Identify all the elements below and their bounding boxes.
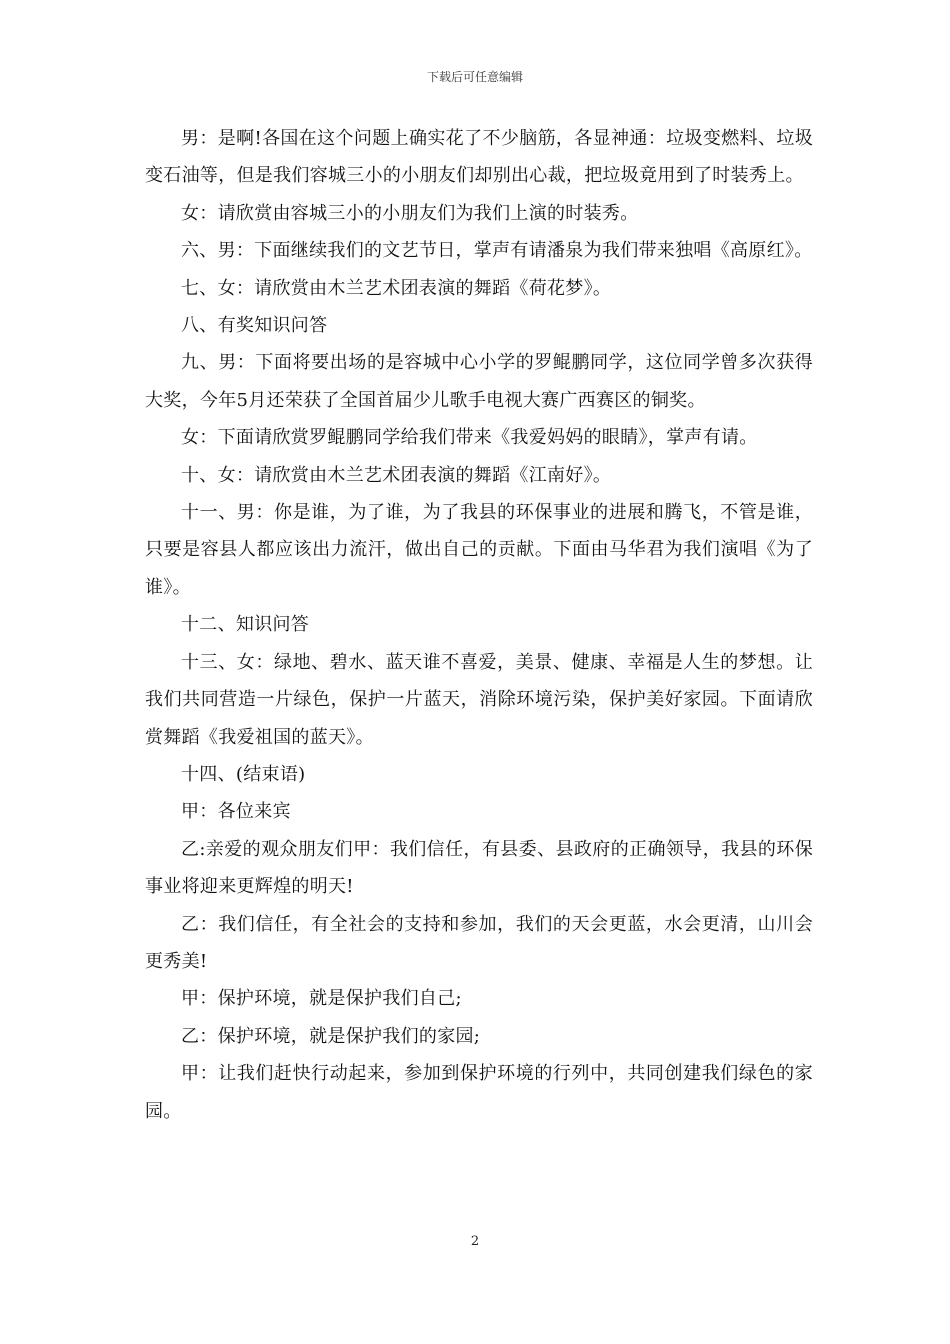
paragraph: 甲：保护环境，就是保护我们自己; — [181, 988, 462, 1010]
paragraph: 八、有奖知识问答 — [181, 315, 328, 337]
paragraph: 男：是啊!各国在这个问题上确实花了不少脑筋，各显神通：垃圾变燃料、垃圾变石油等，但是我们容城三小的小朋友们却别出心裁，把垃圾竟用到了时装秀上。 — [145, 128, 813, 187]
paragraph: 甲：各位来宾 — [181, 801, 291, 823]
page-number: 2 — [470, 1234, 480, 1249]
paragraph: 女：下面请欣赏罗鲲鹏同学给我们带来《我爱妈妈的眼睛》，掌声有请。 — [181, 427, 758, 449]
page-header: 下载后可任意编辑 — [426, 70, 523, 84]
paragraph: 乙:亲爱的观众朋友们甲：我们信任，有县委、县政府的正确领导，我县的环保事业将迎来更辉煌的明天! — [145, 838, 813, 898]
paragraph: 女：请欣赏由容城三小的小朋友们为我们上演的时装秀。 — [181, 202, 639, 224]
paragraph: 十四、(结束语) — [181, 763, 306, 785]
paragraph: 十、女：请欣赏由木兰艺术团表演的舞蹈《江南好》。 — [181, 464, 612, 486]
paragraph: 十一、男：你是谁，为了谁，为了我县的环保事业的进展和腾飞，不管是谁，只要是容县人都应该出力流汗，做出自己的贡献。下面由马华君为我们演唱《为了谁》。 — [145, 502, 813, 598]
paragraph: 甲：让我们赶快行动起来，参加到保护环境的行列中，共同创建我们绿色的家园。 — [145, 1063, 813, 1122]
paragraph: 乙：保护环境，就是保护我们的家园; — [181, 1025, 481, 1047]
paragraph: 七、女：请欣赏由木兰艺术团表演的舞蹈《荷花梦》。 — [181, 277, 612, 299]
paragraph: 六、男：下面继续我们的文艺节日，掌声有请潘泉为我们带来独唱《高原红》。 — [181, 240, 813, 262]
document-body — [145, 120, 813, 1130]
paragraph: 十二、知识问答 — [181, 614, 310, 636]
paragraph: 九、男：下面将要出场的是容城中心小学的罗鲲鹏同学，这位同学曾多次获得大奖，今年5月还荣获了全国首届少儿歌手电视大赛广西赛区的铜奖。 — [145, 352, 813, 411]
paragraph: 十三、女：绿地、碧水、蓝天谁不喜爱，美景、健康、幸福是人生的梦想。让我们共同营造一片绿色，保护一片蓝天，消除环境污染，保护美好家园。下面请欣赏舞蹈《我爱祖国的蓝天》。 — [145, 651, 813, 748]
paragraph: 乙：我们信任，有全社会的支持和参加，我们的天会更蓝，水会更清，山川会更秀美! — [145, 913, 813, 972]
